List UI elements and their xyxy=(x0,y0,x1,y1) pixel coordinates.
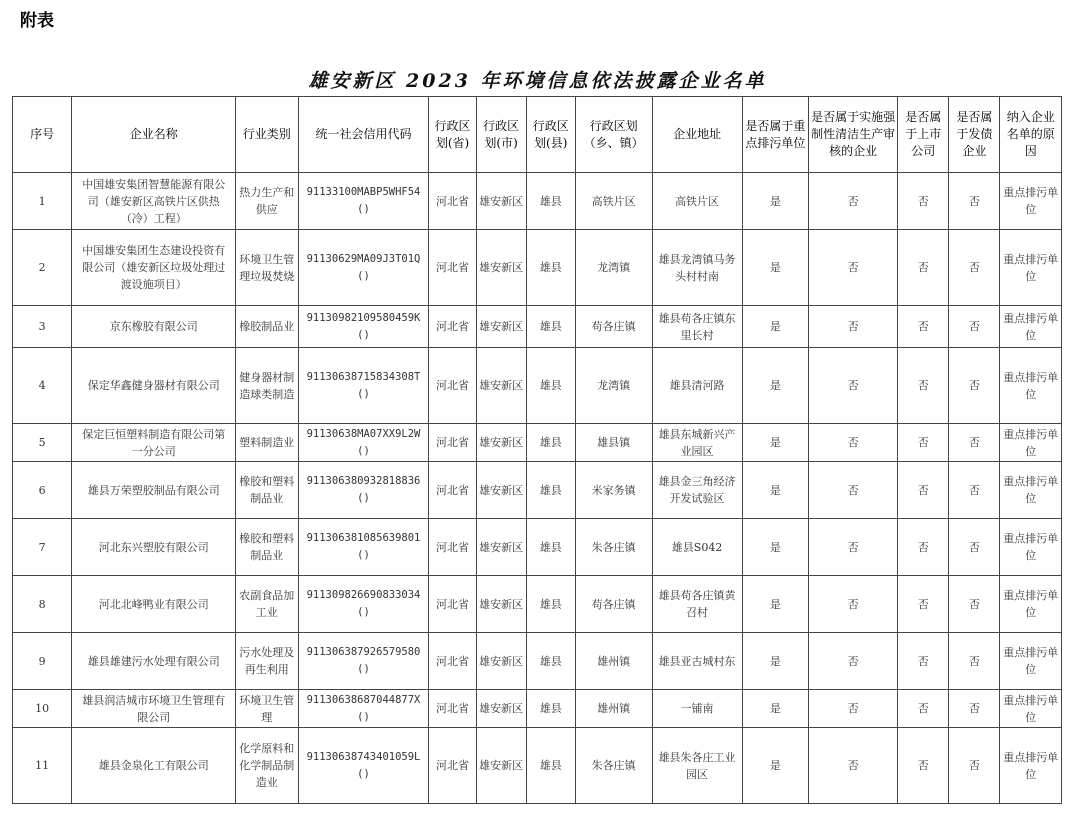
table-cell: 91130982109580459K() xyxy=(298,306,429,348)
table-row xyxy=(13,576,1062,633)
table-cell: 91130638715834308T() xyxy=(298,348,429,424)
column-header: 是否属于重点排污单位 xyxy=(742,97,809,173)
table-cell: 是 xyxy=(742,424,809,462)
table-cell: 是 xyxy=(742,173,809,230)
table-cell: 雄安新区 xyxy=(476,462,526,519)
table-cell: 是 xyxy=(742,633,809,690)
table-cell: 保定华鑫健身器材有限公司 xyxy=(72,348,236,424)
table-cell: 雄县东城新兴产业园区 xyxy=(652,424,742,462)
table-cell: 河北省 xyxy=(429,462,476,519)
table-cell: 否 xyxy=(949,690,1000,728)
table-cell: 否 xyxy=(949,576,1000,633)
table-cell: 否 xyxy=(809,230,898,306)
table-cell: 否 xyxy=(898,728,949,804)
table-cell: 否 xyxy=(809,424,898,462)
table-cell: 否 xyxy=(809,576,898,633)
table-cell: 苟各庄镇 xyxy=(575,306,652,348)
column-header: 统一社会信用代码 xyxy=(298,97,429,173)
table-cell: 否 xyxy=(949,424,1000,462)
table-cell: 农副食品加工业 xyxy=(236,576,298,633)
column-header: 行政区划(县) xyxy=(526,97,575,173)
table-cell: 否 xyxy=(809,633,898,690)
table-cell: 龙湾镇 xyxy=(575,348,652,424)
table-cell: 雄安新区 xyxy=(476,230,526,306)
table-cell: 橡胶和塑料制品业 xyxy=(236,519,298,576)
column-header: 序号 xyxy=(13,97,72,173)
table-cell: 否 xyxy=(809,519,898,576)
table-cell: 雄县亚古城村东 xyxy=(652,633,742,690)
table-cell: 否 xyxy=(949,462,1000,519)
table-row xyxy=(13,424,1062,462)
enterprise-table xyxy=(12,96,1062,804)
header-row xyxy=(13,97,1062,173)
table-cell: 否 xyxy=(898,306,949,348)
table-row xyxy=(13,633,1062,690)
table-cell: 保定巨恒塑料制造有限公司第一分公司 xyxy=(72,424,236,462)
table-cell: 雄安新区 xyxy=(476,728,526,804)
page-title: 雄安新区 2023 年环境信息依法披露企业名单 xyxy=(308,70,767,92)
table-cell: 10 xyxy=(13,690,72,728)
table-cell: 雄县雄建污水处理有限公司 xyxy=(72,633,236,690)
column-header: 是否属于上市公司 xyxy=(898,97,949,173)
table-cell: 雄县 xyxy=(526,728,575,804)
table-cell: 雄县 xyxy=(526,519,575,576)
table-cell: 环境卫生管理垃圾焚烧 xyxy=(236,230,298,306)
table-cell: 雄县 xyxy=(526,173,575,230)
table-cell: 橡胶和塑料制品业 xyxy=(236,462,298,519)
column-header: 是否属于实施强制性清洁生产审核的企业 xyxy=(809,97,898,173)
table-row xyxy=(13,230,1062,306)
table-cell: 重点排污单位 xyxy=(1000,690,1062,728)
table-cell: 是 xyxy=(742,728,809,804)
table-cell: 雄安新区 xyxy=(476,633,526,690)
table-cell: 朱各庄镇 xyxy=(575,728,652,804)
table-cell: 雄县 xyxy=(526,690,575,728)
table-cell: 91130638743401059L() xyxy=(298,728,429,804)
table-cell: 911306380932818836() xyxy=(298,462,429,519)
column-header: 企业名称 xyxy=(72,97,236,173)
table-cell: 雄安新区 xyxy=(476,306,526,348)
table-cell: 是 xyxy=(742,348,809,424)
column-header: 行政区划（乡、镇） xyxy=(575,97,652,173)
table-cell: 雄县龙湾镇马务头村村南 xyxy=(652,230,742,306)
table-cell: 重点排污单位 xyxy=(1000,173,1062,230)
column-header: 行政区划(市) xyxy=(476,97,526,173)
table-cell: 1 xyxy=(13,173,72,230)
table-cell: 91130638687044877X() xyxy=(298,690,429,728)
table-cell: 化学原料和化学制品制造业 xyxy=(236,728,298,804)
table-cell: 否 xyxy=(898,690,949,728)
table-cell: 重点排污单位 xyxy=(1000,728,1062,804)
table-cell: 雄县 xyxy=(526,348,575,424)
table-cell: 中国雄安集团生态建设投资有限公司（雄安新区垃圾处理过渡设施项目） xyxy=(72,230,236,306)
column-header: 行政区划(省) xyxy=(429,97,476,173)
table-cell: 塑料制造业 xyxy=(236,424,298,462)
table-cell: 重点排污单位 xyxy=(1000,576,1062,633)
table-cell: 河北东兴塑胶有限公司 xyxy=(72,519,236,576)
table-cell: 911306387926579580() xyxy=(298,633,429,690)
table-row xyxy=(13,462,1062,519)
table-cell: 雄安新区 xyxy=(476,576,526,633)
table-cell: 雄县朱各庄工业园区 xyxy=(652,728,742,804)
table-cell: 橡胶制品业 xyxy=(236,306,298,348)
table-cell: 雄州镇 xyxy=(575,690,652,728)
table-cell: 高铁片区 xyxy=(652,173,742,230)
table-cell: 否 xyxy=(809,306,898,348)
table-cell: 雄县 xyxy=(526,306,575,348)
table-row xyxy=(13,519,1062,576)
table-cell: 雄县 xyxy=(526,576,575,633)
table-cell: 是 xyxy=(742,462,809,519)
table-cell: 4 xyxy=(13,348,72,424)
table-cell: 环境卫生管理 xyxy=(236,690,298,728)
table-row xyxy=(13,173,1062,230)
table-cell: 否 xyxy=(949,230,1000,306)
table-cell: 朱各庄镇 xyxy=(575,519,652,576)
table-cell: 91130638MA07XX9L2W() xyxy=(298,424,429,462)
table-cell: 河北省 xyxy=(429,576,476,633)
table-cell: 雄县 xyxy=(526,424,575,462)
table-cell: 河北省 xyxy=(429,424,476,462)
table-cell: 重点排污单位 xyxy=(1000,306,1062,348)
table-row xyxy=(13,728,1062,804)
table-cell: 河北省 xyxy=(429,306,476,348)
table-cell: 2 xyxy=(13,230,72,306)
table-cell: 否 xyxy=(898,348,949,424)
table-cell: 否 xyxy=(809,462,898,519)
table-cell: 否 xyxy=(898,230,949,306)
table-cell: 中国雄安集团智慧能源有限公司（雄安新区高铁片区供热（冷）工程） xyxy=(72,173,236,230)
table-cell: 否 xyxy=(898,462,949,519)
column-header: 纳入企业名单的原因 xyxy=(1000,97,1062,173)
table-cell: 苟各庄镇 xyxy=(575,576,652,633)
table-cell: 河北省 xyxy=(429,519,476,576)
table-cell: 否 xyxy=(949,306,1000,348)
table-cell: 91133100MABP5WHF54() xyxy=(298,173,429,230)
table-cell: 否 xyxy=(949,519,1000,576)
table-cell: 雄县苟各庄镇东里长村 xyxy=(652,306,742,348)
table-cell: 11 xyxy=(13,728,72,804)
table-cell: 否 xyxy=(898,576,949,633)
table-cell: 雄安新区 xyxy=(476,348,526,424)
table-cell: 是 xyxy=(742,230,809,306)
table-cell: 雄县清河路 xyxy=(652,348,742,424)
table-cell: 米家务镇 xyxy=(575,462,652,519)
table-cell: 是 xyxy=(742,519,809,576)
table-cell: 一铺南 xyxy=(652,690,742,728)
table-cell: 雄县润洁城市环境卫生管理有限公司 xyxy=(72,690,236,728)
table-cell: 雄县万荣塑胶制品有限公司 xyxy=(72,462,236,519)
table-cell: 5 xyxy=(13,424,72,462)
table-cell: 健身器材制造球类制造 xyxy=(236,348,298,424)
table-cell: 雄县 xyxy=(526,633,575,690)
table-cell: 雄安新区 xyxy=(476,519,526,576)
table-cell: 重点排污单位 xyxy=(1000,519,1062,576)
table-cell: 否 xyxy=(809,173,898,230)
table-cell: 河北省 xyxy=(429,728,476,804)
table-cell: 污水处理及再生利用 xyxy=(236,633,298,690)
table-cell: 否 xyxy=(898,173,949,230)
table-cell: 河北省 xyxy=(429,633,476,690)
table-cell: 否 xyxy=(949,633,1000,690)
table-cell: 热力生产和供应 xyxy=(236,173,298,230)
table-cell: 8 xyxy=(13,576,72,633)
table-cell: 雄县金泉化工有限公司 xyxy=(72,728,236,804)
column-header: 是否属于发债企业 xyxy=(949,97,1000,173)
table-cell: 雄州镇 xyxy=(575,633,652,690)
table-row xyxy=(13,348,1062,424)
table-cell: 否 xyxy=(809,728,898,804)
table-cell: 重点排污单位 xyxy=(1000,348,1062,424)
table-cell: 否 xyxy=(949,348,1000,424)
table-cell: 否 xyxy=(809,348,898,424)
table-cell: 雄安新区 xyxy=(476,690,526,728)
table-row xyxy=(13,306,1062,348)
table-cell: 911309826690833034() xyxy=(298,576,429,633)
table-cell: 3 xyxy=(13,306,72,348)
table-cell: 雄县S042 xyxy=(652,519,742,576)
table-cell: 9 xyxy=(13,633,72,690)
table-cell: 雄县苟各庄镇黄召村 xyxy=(652,576,742,633)
table-row xyxy=(13,690,1062,728)
table-cell: 河北省 xyxy=(429,690,476,728)
table-cell: 否 xyxy=(898,633,949,690)
table-cell: 龙湾镇 xyxy=(575,230,652,306)
table-cell: 否 xyxy=(949,173,1000,230)
table-cell: 否 xyxy=(898,424,949,462)
table-cell: 重点排污单位 xyxy=(1000,230,1062,306)
table-cell: 雄县金三角经济开发试验区 xyxy=(652,462,742,519)
table-cell: 河北省 xyxy=(429,348,476,424)
table-cell: 重点排污单位 xyxy=(1000,633,1062,690)
table-cell: 雄安新区 xyxy=(476,173,526,230)
column-header: 企业地址 xyxy=(652,97,742,173)
table-cell: 雄县 xyxy=(526,230,575,306)
table-cell: 否 xyxy=(809,690,898,728)
table-cell: 91130629MA09J3T01Q() xyxy=(298,230,429,306)
table-cell: 是 xyxy=(742,690,809,728)
table-cell: 6 xyxy=(13,462,72,519)
table-cell: 否 xyxy=(898,519,949,576)
table-cell: 重点排污单位 xyxy=(1000,462,1062,519)
table-cell: 雄县镇 xyxy=(575,424,652,462)
table-cell: 是 xyxy=(742,306,809,348)
column-header: 行业类别 xyxy=(236,97,298,173)
table-cell: 河北北峰鸭业有限公司 xyxy=(72,576,236,633)
table-cell: 雄安新区 xyxy=(476,424,526,462)
table-cell: 河北省 xyxy=(429,230,476,306)
table-cell: 河北省 xyxy=(429,173,476,230)
appendix-label: 附表 xyxy=(20,11,54,31)
table-cell: 是 xyxy=(742,576,809,633)
table-cell: 7 xyxy=(13,519,72,576)
table-cell: 911306381085639801() xyxy=(298,519,429,576)
table-cell: 重点排污单位 xyxy=(1000,424,1062,462)
table-cell: 雄县 xyxy=(526,462,575,519)
table-cell: 否 xyxy=(949,728,1000,804)
table-cell: 高铁片区 xyxy=(575,173,652,230)
table-cell: 京东橡胶有限公司 xyxy=(72,306,236,348)
